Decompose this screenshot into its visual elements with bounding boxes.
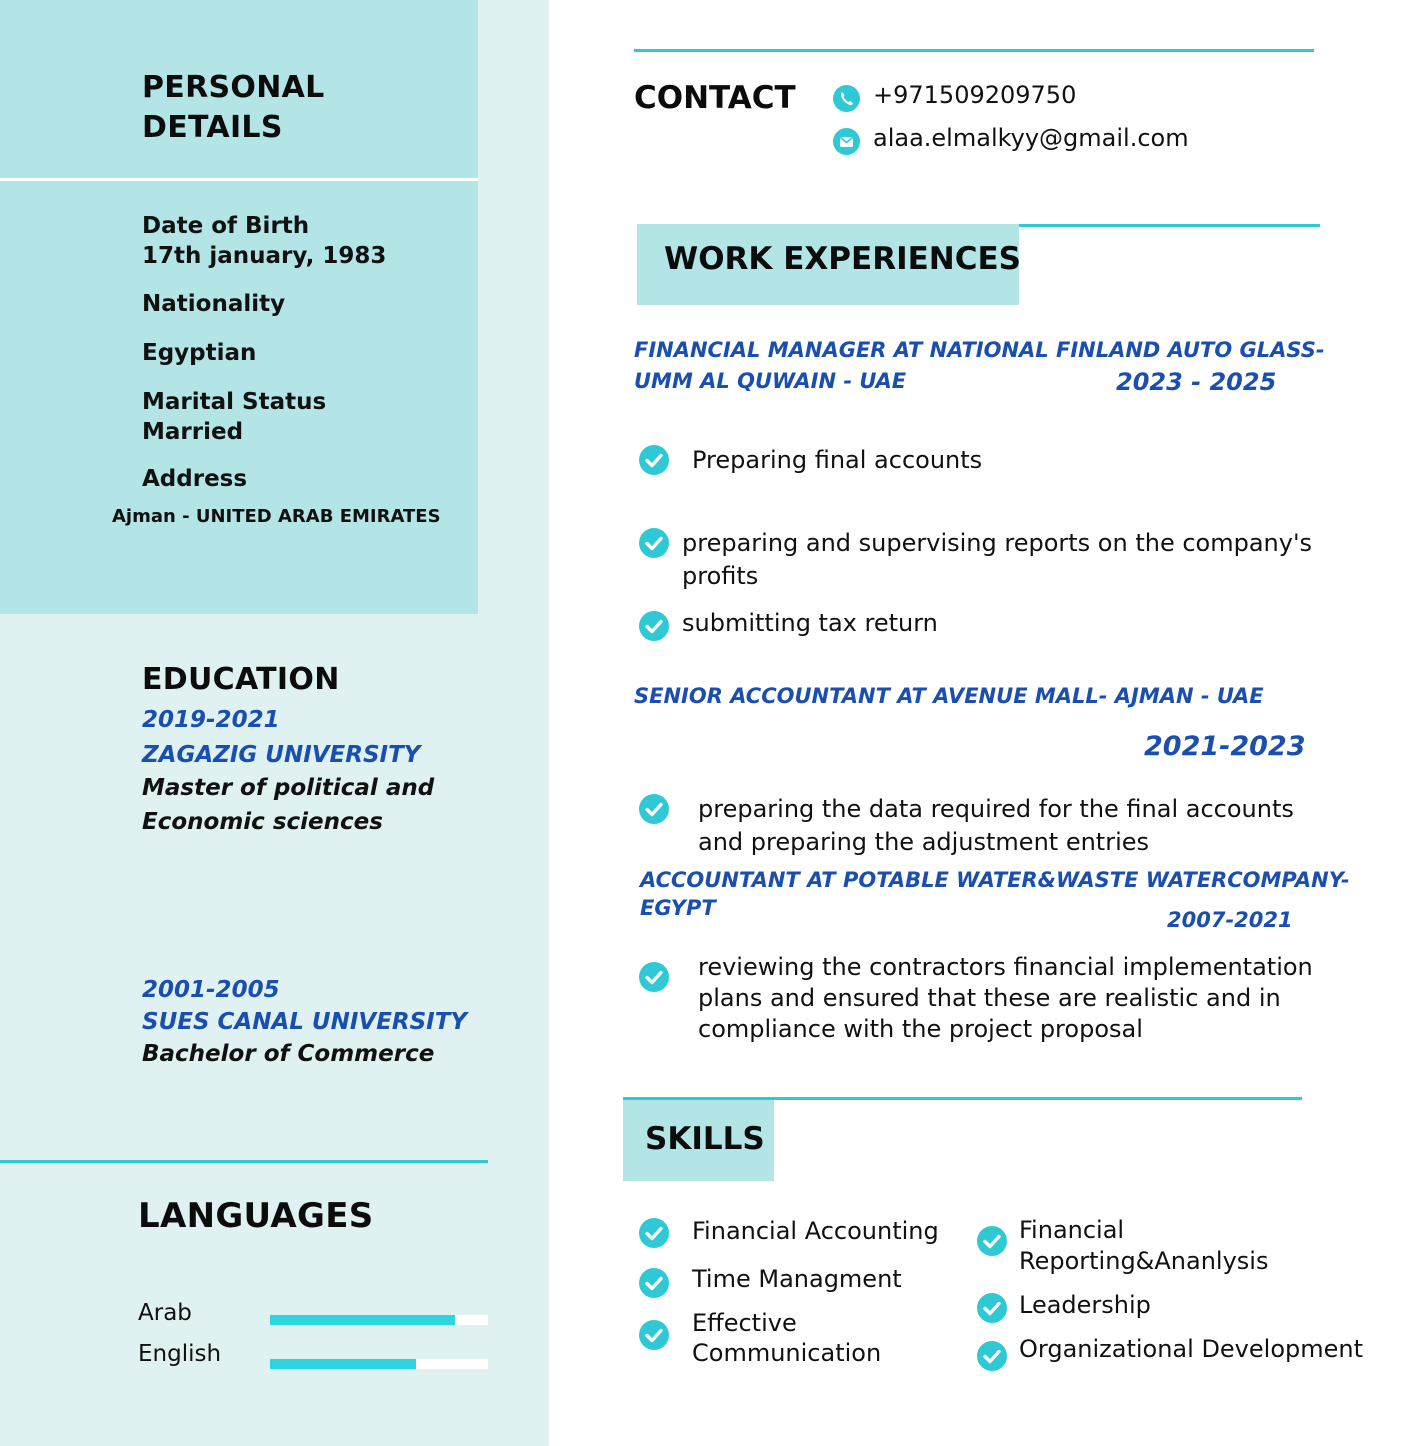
skill-item: Organizational Development (1019, 1335, 1364, 1363)
job-years: 2023 - 2025 (1116, 368, 1277, 396)
skills-title: SKILLS (645, 1121, 765, 1157)
education-school: SUES CANAL UNIVERSITY (142, 1009, 468, 1035)
personal-title-line1: PERSONAL (142, 70, 325, 105)
check-icon (639, 1218, 669, 1248)
check-icon (639, 445, 669, 475)
nationality-label: Nationality (142, 291, 286, 317)
check-icon (977, 1341, 1007, 1371)
work-divider (1018, 224, 1320, 227)
job-bullet: reviewing the contractors financial implementation (698, 953, 1313, 981)
skill-item: Effective (692, 1309, 797, 1337)
language-name: Arab (138, 1300, 192, 1326)
check-icon (639, 1320, 669, 1350)
dob-value: 17th january, 1983 (142, 243, 387, 269)
education-years: 2019-2021 (142, 707, 280, 733)
education-degree-line2: Economic sciences (142, 809, 383, 835)
contact-title: CONTACT (634, 80, 796, 116)
education-title: EDUCATION (142, 662, 340, 697)
job-years: 2007-2021 (1167, 908, 1293, 932)
dob-label: Date of Birth (142, 213, 310, 239)
check-icon (639, 611, 669, 641)
job-title-line2: EGYPT (640, 896, 716, 920)
job-bullet: preparing the data required for the final accounts (698, 795, 1294, 823)
job-title-line2: UMM AL QUWAIN - UAE (634, 369, 907, 393)
marital-label: Marital Status (142, 389, 327, 415)
phone-number[interactable]: +971509209750 (873, 81, 1077, 109)
skill-item: Time Managment (692, 1265, 902, 1293)
education-degree: Master of political and (142, 775, 435, 801)
phone-icon (833, 85, 860, 112)
email-icon (833, 128, 860, 155)
marital-value: Married (142, 419, 244, 445)
nationality-value: Egyptian (142, 340, 257, 366)
job-bullet-line2: profits (682, 562, 759, 590)
languages-divider (0, 1160, 488, 1163)
personal-title-line2: DETAILS (142, 110, 283, 145)
check-icon (639, 528, 669, 558)
language-level-bar (270, 1359, 488, 1369)
job-bullet-line2: plans and ensured that these are realistic and in (698, 984, 1281, 1012)
languages-title: LANGUAGES (138, 1196, 374, 1236)
job-bullet-line2: and preparing the adjustment entries (698, 828, 1150, 856)
work-experiences-title: WORK EXPERIENCES (664, 241, 1021, 277)
language-level-bar (270, 1315, 488, 1325)
skill-item: Leadership (1019, 1291, 1151, 1319)
check-icon (639, 962, 669, 992)
skill-item-line2: Communication (692, 1339, 882, 1367)
education-degree: Bachelor of Commerce (142, 1041, 435, 1067)
address-label: Address (142, 466, 248, 492)
job-bullet: Preparing final accounts (692, 446, 983, 474)
email-address[interactable]: alaa.elmalkyy@gmail.com (873, 124, 1189, 152)
language-name: English (138, 1341, 222, 1367)
skill-item: Financial (1019, 1216, 1125, 1244)
language-level-fill (270, 1359, 416, 1369)
job-title: FINANCIAL MANAGER AT NATIONAL FINLAND AUTO GLASS- (634, 338, 1325, 362)
skill-item-line2: Reporting&Ananlysis (1019, 1247, 1269, 1275)
check-icon (977, 1226, 1007, 1256)
education-school: ZAGAZIG UNIVERSITY (142, 742, 421, 768)
job-years: 2021-2023 (1144, 731, 1306, 762)
check-icon (977, 1293, 1007, 1323)
address-value: Ajman - UNITED ARAB EMIRATES (112, 506, 441, 527)
personal-details-title (142, 68, 325, 148)
language-level-fill (270, 1315, 455, 1325)
job-bullet-line3: compliance with the project proposal (698, 1015, 1143, 1043)
job-title: ACCOUNTANT AT POTABLE WATER&WASTE WATERCOMPANY- (640, 868, 1350, 892)
job-bullet: preparing and supervising reports on the company's (682, 529, 1313, 557)
job-bullet: submitting tax return (682, 609, 938, 637)
contact-divider (634, 49, 1314, 52)
skill-item: Financial Accounting (692, 1217, 939, 1245)
check-icon (639, 794, 669, 824)
job-title: SENIOR ACCOUNTANT AT AVENUE MALL- AJMAN - UAE (634, 684, 1264, 708)
check-icon (639, 1268, 669, 1298)
education-years: 2001-2005 (142, 977, 280, 1003)
